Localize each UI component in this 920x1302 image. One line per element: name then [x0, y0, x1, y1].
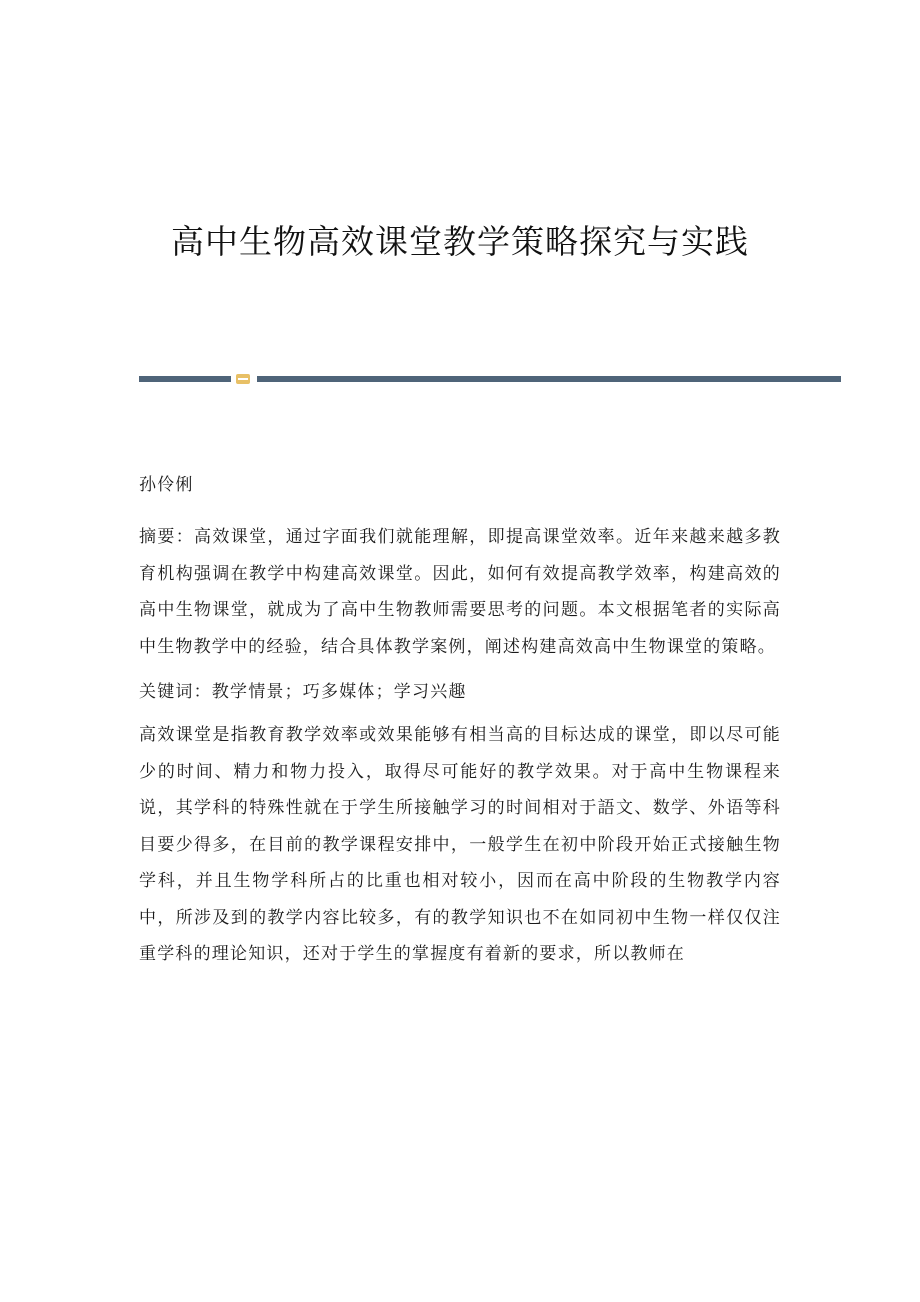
abstract-paragraph: 摘要：高效课堂，通过字面我们就能理解，即提高课堂效率。近年来越来越多教育机构强调在教学中构建高效课堂。因此，如何有效提高教学效率，构建高效的高中生物课堂，就成为了高中生物教师需要思考的问题。本文根据笔者的实际高中生物教学中的经验，结合具体教学案例，阐述构建高效高中生物课堂的策略。 — [139, 527, 781, 657]
title-divider — [139, 374, 841, 384]
divider-bar-right — [257, 376, 841, 382]
document-body — [139, 470, 781, 973]
keywords-line: 关键词：教学情景；巧多媒体；学习兴趣 — [139, 682, 467, 702]
body-paragraph: 高效课堂是指教育教学效率或效果能够有相当高的目标达成的课堂，即以尽可能少的时间、精力和物力投入，取得尽可能好的教学效果。对于高中生物课程来说，其学科的特殊性就在于学生所接触学习的时间相对于語文、数学、外语等科目要少得多，在目前的教学课程安排中，一般学生在初中阶段开始正式接触生物学科，并且生物学科所占的比重也相对较小，因而在高中阶段的生物教学内容中，所涉及到的教学内容比较多，有的教学知识也不在如同初中生物一样仅仅注重学科的理论知识，还对于学生的掌握度有着新的要求，所以教师在 — [139, 725, 781, 964]
divider-ornament-icon — [236, 374, 250, 384]
divider-bar-left — [139, 376, 231, 382]
author-name: 孙伶俐 — [139, 475, 194, 495]
document-title: 高中生物高效课堂教学策略探究与实践 — [171, 222, 749, 261]
